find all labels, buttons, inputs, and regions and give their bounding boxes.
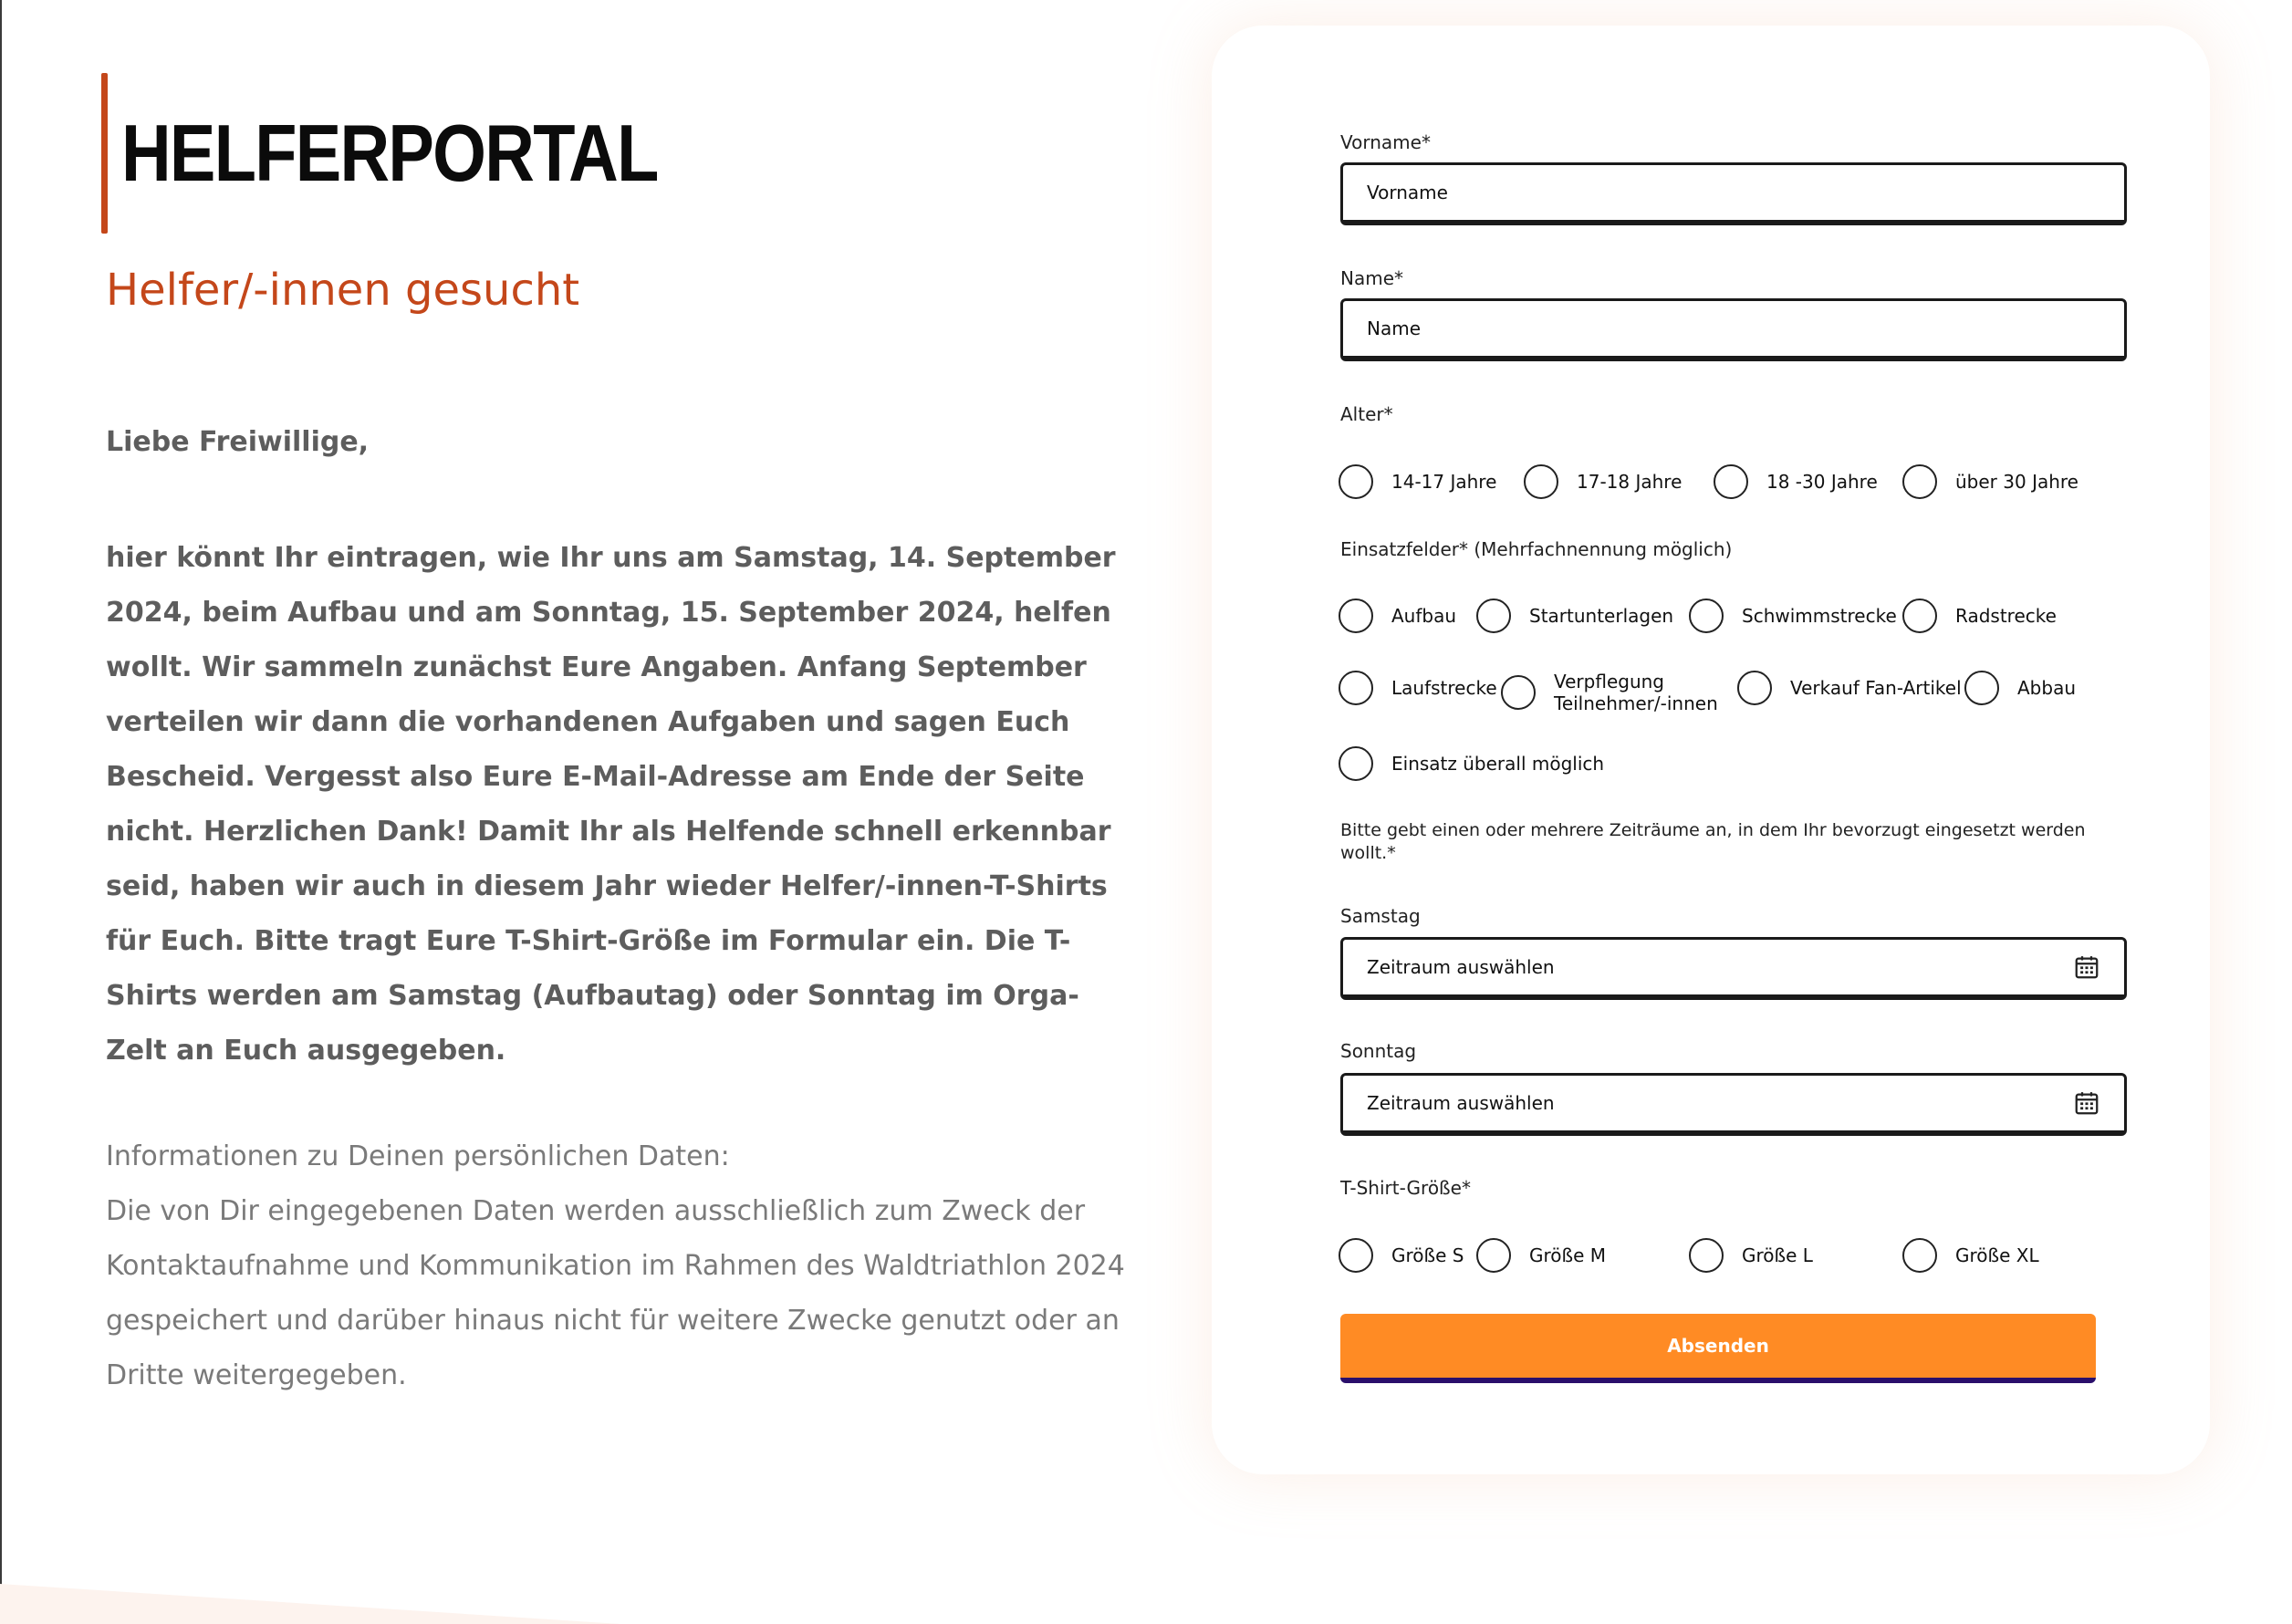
age-option-over-30[interactable] <box>1902 464 2078 499</box>
radio-label: Radstrecke <box>1955 605 2057 627</box>
radio-label: 14-17 Jahre <box>1391 471 1497 493</box>
field-option-abbau[interactable] <box>1964 671 2076 705</box>
radio-label: über 30 Jahre <box>1955 471 2078 493</box>
time-preference-note: Bitte gebt einen oder mehrere Zeiträume an, in dem Ihr bevorzugt eingesetzt werden wollt.* <box>1340 820 2086 863</box>
tshirt-option-s[interactable] <box>1339 1238 1464 1273</box>
age-label: Alter* <box>1340 403 1393 425</box>
radio-label: Größe L <box>1742 1244 1813 1266</box>
calendar-icon[interactable] <box>2073 953 2100 981</box>
radio-label: 17-18 Jahre <box>1577 471 1683 493</box>
field-option-startunterlagen[interactable] <box>1476 599 1673 633</box>
radio-label: Einsatz überall möglich <box>1391 753 1605 775</box>
field-option-verkauf-fan-artikel[interactable] <box>1737 671 1962 705</box>
radio-circle[interactable] <box>1737 671 1772 705</box>
saturday-label: Samstag <box>1340 905 1421 927</box>
field-option-ueberall[interactable] <box>1339 746 1604 781</box>
radio-circle[interactable] <box>1339 464 1373 499</box>
page-subtitle: Helfer/-innen gesucht <box>106 265 580 316</box>
radio-circle[interactable] <box>1476 1238 1511 1273</box>
fields-label: Einsatzfelder* (Mehrfachnennung möglich) <box>1340 538 1733 560</box>
radio-circle[interactable] <box>1714 464 1748 499</box>
radio-circle[interactable] <box>1339 746 1373 781</box>
sunday-date-picker[interactable] <box>1340 1073 2127 1136</box>
tshirt-option-m[interactable] <box>1476 1238 1606 1273</box>
radio-label: 18 -30 Jahre <box>1766 471 1878 493</box>
privacy-text: Die von Dir eingegebenen Daten werden ausschließlich zum Zweck der Kontaktaufnahme und Kommunikation im Rahmen des Waldtriathlon 2024 gespeichert und darüber hinaus nicht für weitere Zwecke genutzt oder an Dritte weitergegeben. <box>106 1195 1125 1391</box>
greeting-text: Liebe Freiwillige, <box>106 426 370 458</box>
radio-label: Größe M <box>1529 1244 1607 1266</box>
saturday-date-value: Zeitraum auswählen <box>1367 956 1555 978</box>
radio-label: Aufbau <box>1391 605 1457 627</box>
sunday-label: Sonntag <box>1340 1040 1417 1062</box>
radio-circle[interactable] <box>1689 599 1724 633</box>
radio-label: Startunterlagen <box>1529 605 1674 627</box>
window-edge <box>0 0 2 1624</box>
tshirt-label: T-Shirt-Größe* <box>1340 1177 1471 1199</box>
firstname-input[interactable] <box>1340 162 2127 225</box>
radio-label: Laufstrecke <box>1391 677 1497 699</box>
radio-circle[interactable] <box>1501 675 1536 710</box>
radio-circle[interactable] <box>1902 1238 1937 1273</box>
radio-circle[interactable] <box>1964 671 1999 705</box>
radio-circle[interactable] <box>1524 464 1558 499</box>
lastname-label: Name* <box>1340 267 1404 289</box>
sunday-date-value: Zeitraum auswählen <box>1367 1092 1555 1114</box>
radio-label: Größe XL <box>1955 1244 2039 1266</box>
radio-circle[interactable] <box>1476 599 1511 633</box>
privacy-section <box>106 1130 1137 1403</box>
field-option-laufstrecke[interactable] <box>1339 671 1497 705</box>
tshirt-option-xl[interactable] <box>1902 1238 2039 1273</box>
saturday-date-picker[interactable] <box>1340 937 2127 1000</box>
radio-circle[interactable] <box>1689 1238 1724 1273</box>
radio-label: Größe S <box>1391 1244 1464 1266</box>
decorative-wedge <box>0 1584 620 1624</box>
privacy-heading: Informationen zu Deinen persönlichen Daten: <box>106 1140 730 1172</box>
field-option-verpflegung[interactable] <box>1501 671 1733 714</box>
firstname-label: Vorname* <box>1340 131 1431 153</box>
radio-label: Verpflegung Teilnehmer/-innen <box>1554 671 1718 714</box>
age-option-17-18[interactable] <box>1524 464 1682 499</box>
field-option-radstrecke[interactable] <box>1902 599 2057 633</box>
tshirt-option-l[interactable] <box>1689 1238 1813 1273</box>
submit-button[interactable]: Absenden <box>1340 1314 2096 1383</box>
field-option-schwimmstrecke[interactable] <box>1689 599 1897 633</box>
radio-label: Schwimmstrecke <box>1742 605 1897 627</box>
radio-circle[interactable] <box>1339 1238 1373 1273</box>
calendar-icon[interactable] <box>2073 1089 2100 1117</box>
field-option-aufbau[interactable] <box>1339 599 1456 633</box>
radio-circle[interactable] <box>1339 671 1373 705</box>
radio-label: Abbau <box>2017 677 2077 699</box>
lastname-input[interactable] <box>1340 298 2127 361</box>
radio-label: Verkauf Fan-Artikel <box>1790 677 1962 699</box>
radio-circle[interactable] <box>1902 599 1937 633</box>
brand-accent-bar <box>101 73 108 234</box>
page-title: HELFERPORTAL <box>121 108 658 198</box>
radio-circle[interactable] <box>1902 464 1937 499</box>
radio-circle[interactable] <box>1339 599 1373 633</box>
age-option-18-30[interactable] <box>1714 464 1878 499</box>
age-option-14-17[interactable] <box>1339 464 1496 499</box>
intro-text: hier könnt Ihr eintragen, wie Ihr uns am Samstag, 14. September 2024, beim Aufbau und am Sonntag, 15. September 2024, helfen wollt. Wir sammeln zunächst Eure Angaben. Anfang September verteilen wir dann die vorhandenen Aufgaben und sagen Euch Bescheid. Vergesst also Eure E-Mail-Adresse am Ende der Seite nicht. Herzlichen Dank! Damit Ihr als Helfende schnell erkennbar seid, haben wir auch in diesem Jahr wieder Helfer/-innen-T-Shirts für Euch. Bitte tragt Eure T-Shirt-Größe im Formular ein. Die T-Shirts werden am Samstag (Aufbautag) oder Sonntag im Orga-Zelt an Euch ausgegeben. <box>106 542 1116 1067</box>
